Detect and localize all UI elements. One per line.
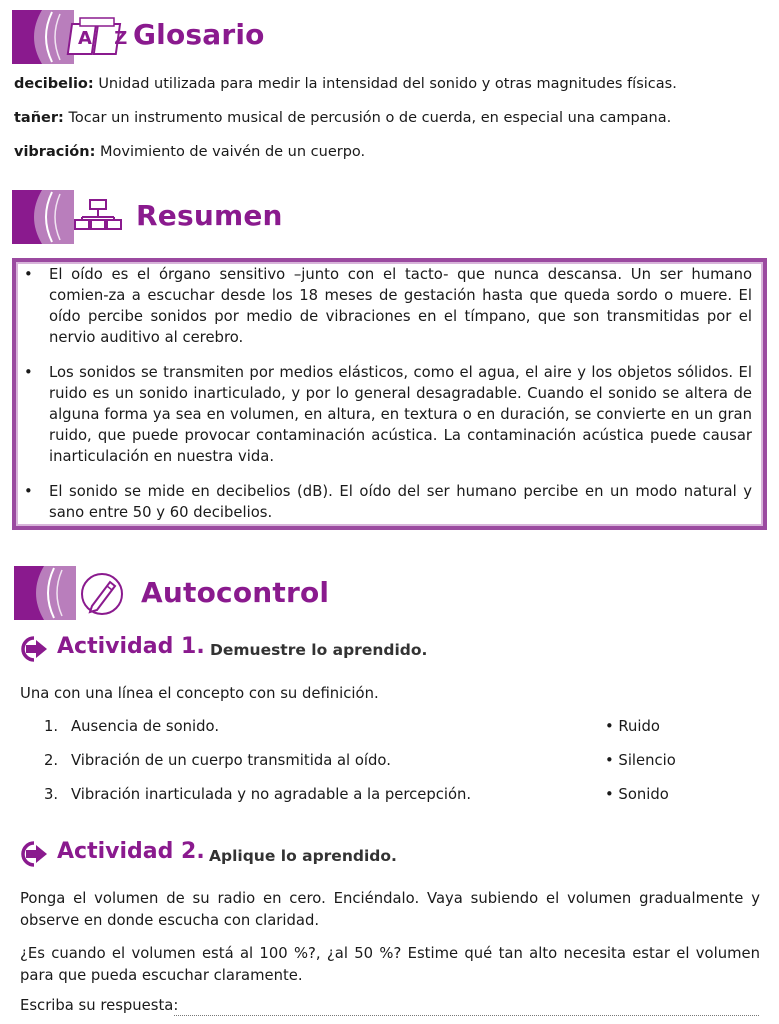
- actividad-2-paragraph: ¿Es cuando el volumen está al 100 %?, ¿al 50 %? Estime qué tan alto necesita estar el volumen para que pueda escuchar claramente.: [20, 945, 760, 984]
- bullet-dot: •: [24, 364, 33, 381]
- concept-item: [44, 786, 472, 803]
- glossary-term: vibración:: [14, 144, 96, 160]
- glossary-term: decibelio:: [14, 76, 94, 92]
- resumen-item-text: Los sonidos se transmiten por medios elásticos, como el agua, el aire y los objetos sólidos. El ruido es un sonido inarticulado, y por lo general desagradable. Cuando el sonido se altera de alguna forma ya sea en volumen, en altura, en textura o en duración, se convierte en un gran ruido, que puede provocar contaminación acústica. La contaminación acústica puede causar inarticulación en nuestra vida.: [49, 364, 752, 465]
- glossary-definition: Movimiento de vaivén de un cuerpo.: [100, 144, 366, 160]
- glossary-entry: [14, 74, 677, 94]
- az-icon-letters: A Z: [78, 28, 136, 49]
- actividad-2-title: Actividad 2.: [57, 839, 205, 864]
- bullet-dot: •: [24, 483, 33, 500]
- resumen-title: Resumen: [136, 199, 283, 232]
- concept-item: [44, 752, 391, 769]
- match-option: • Sonido: [605, 786, 669, 803]
- match-option: • Ruido: [605, 718, 660, 735]
- glosario-title: Glosario: [133, 18, 265, 51]
- glossary-entry: [14, 108, 671, 128]
- actividad-1-subtitle: Demuestre lo aprendido.: [210, 641, 428, 659]
- concept-number: 3.: [44, 786, 59, 803]
- actividad-2-paragraph: Ponga el volumen de su radio en cero. Enciéndalo. Vaya subiendo el volumen gradualmente y observe en donde escucha con claridad.: [20, 890, 760, 929]
- answer-line[interactable]: [174, 1015, 759, 1016]
- glossary-entry: [14, 142, 365, 162]
- autocontrol-section-icon: [14, 566, 126, 620]
- concept-number: 1.: [44, 718, 59, 735]
- answer-label: Escriba su respuesta:: [20, 997, 179, 1014]
- concept-item: [44, 718, 220, 735]
- arrow-right-icon: [20, 636, 50, 662]
- resumen-section-icon: [12, 190, 124, 244]
- autocontrol-title: Autocontrol: [141, 576, 330, 609]
- glossary-definition: Tocar un instrumento musical de percusión o de cuerda, en especial una campana.: [68, 110, 672, 126]
- resumen-item-text: El oído es el órgano sensitivo –junto con el tacto- que nunca descansa. Un ser humano comien-za a escuchar desde los 18 meses de gestación hasta que queda sordo o muere. El oído percibe sonidos por medio de vibraciones en el tímpano, que son transmitidas por el nervio auditivo al cerebro.: [49, 266, 752, 346]
- concept-text: Vibración inarticulada y no agradable a la percepción.: [71, 786, 472, 803]
- actividad-1-title: Actividad 1.: [57, 634, 205, 659]
- concept-text: Vibración de un cuerpo transmitida al oído.: [71, 752, 391, 769]
- arrow-right-icon: [20, 841, 50, 867]
- actividad-2-subtitle: Aplique lo aprendido.: [209, 847, 397, 865]
- glossary-definition: Unidad utilizada para medir la intensidad del sonido y otras magnitudes físicas.: [98, 76, 677, 92]
- resumen-item-text: El sonido se mide en decibelios (dB). El oído del ser humano percibe en un modo natural y sano entre 50 y 60 decibelios.: [49, 483, 752, 521]
- glossary-term: tañer:: [14, 110, 64, 126]
- concept-number: 2.: [44, 752, 59, 769]
- actividad-1-instruction: Una con una línea el concepto con su definición.: [20, 685, 379, 702]
- concept-text: Ausencia de sonido.: [71, 718, 220, 735]
- bullet-dot: •: [24, 266, 33, 283]
- match-option: • Silencio: [605, 752, 676, 769]
